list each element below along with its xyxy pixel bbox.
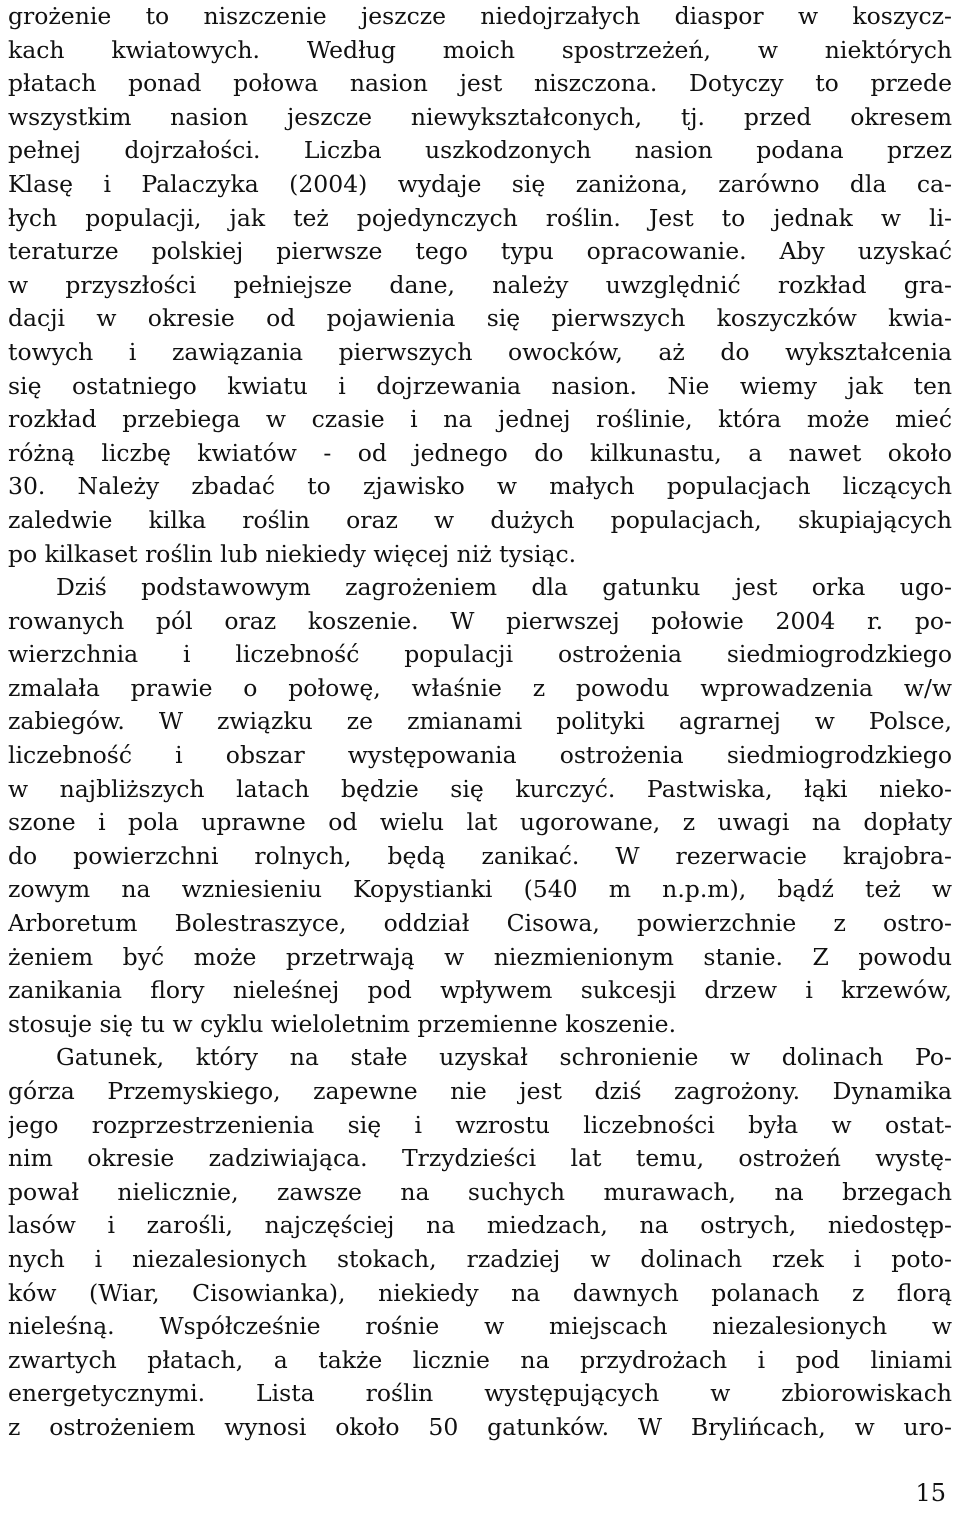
page-number: 15 (915, 1479, 946, 1507)
text-line: Klasę i Palaczyka (2004) wydaje się zaniżona, zarówno dla ca- (8, 169, 952, 198)
text-line: płatach ponad połowa nasion jest niszczona. Dotyczy to przede (8, 69, 952, 98)
text-line: teraturze polskiej pierwsze tego typu opracowanie. Aby uzyskać (8, 237, 952, 266)
text-line: towych i zawiązania pierwszych owocków, aż do wykształcenia (8, 337, 952, 366)
text-line: pował nielicznie, zawsze na suchych murawach, na brzegach (8, 1177, 952, 1206)
text-line: w przyszłości pełniejsze dane, należy uwzględnić rozkład gra- (8, 270, 952, 299)
text-line: lasów i zarośli, najczęściej na miedzach, na ostrych, niedostęp- (8, 1211, 952, 1240)
text-line: zmalała prawie o połowę, właśnie z powodu wprowadzenia w/w (8, 673, 952, 702)
paragraph-start-line: Gatunek, który na stałe uzyskał schronienie w dolinach Po- (56, 1043, 952, 1072)
text-line: nych i niezalesionych stokach, rzadziej w dolinach rzek i poto- (8, 1244, 952, 1273)
text-line: Arboretum Bolestraszyce, oddział Cisowa, powierzchnie z ostro- (8, 909, 952, 938)
text-line: nim okresie zadziwiająca. Trzydzieści lat temu, ostrożeń wystę- (8, 1144, 952, 1173)
text-line: energetycznymi. Lista roślin występujących w zbiorowiskach (8, 1379, 952, 1408)
text-line: zanikania flory nieleśnej pod wpływem sukcesji drzew i krzewów, (8, 976, 952, 1005)
text-line: rozkład przebiega w czasie i na jednej roślinie, która może mieć (8, 405, 952, 434)
text-line: zabiegów. W związku ze zmianami polityki agrarnej w Polsce, (8, 707, 952, 736)
paragraph-start-line: Dziś podstawowym zagrożeniem dla gatunku jest orka ugo- (56, 573, 952, 602)
text-line: wszystkim nasion jeszcze niewykształconych, tj. przed okresem (8, 102, 952, 131)
text-line: górza Przemyskiego, zapewne nie jest dziś zagrożony. Dynamika (8, 1077, 952, 1105)
text-line: pełnej dojrzałości. Liczba uszkodzonych nasion podana przez (8, 136, 952, 165)
text-line: z ostrożeniem wynosi około 50 gatunków. W Brylińcach, w uro- (8, 1412, 952, 1441)
text-line: zwartych płatach, a także licznie na przydrożach i pod liniami (8, 1345, 952, 1374)
text-line: stosuje się tu w cyklu wieloletnim przemienne koszenie. (8, 1009, 677, 1038)
text-line: się ostatniego kwiatu i dojrzewania nasion. Nie wiemy jak ten (8, 371, 952, 400)
text-line: po kilkaset roślin lub niekiedy więcej niż tysiąc. (8, 539, 577, 568)
text-line: ków (Wiar, Cisowianka), niekiedy na dawnych polanach z florą (8, 1278, 952, 1307)
text-line: liczebność i obszar występowania ostrożenia siedmiogrodzkiego (8, 741, 952, 770)
text-line: różną liczbę kwiatów - od jednego do kilkunastu, a nawet około (8, 438, 952, 467)
text-line: 30. Należy zbadać to zjawisko w małych populacjach liczących (8, 472, 952, 501)
text-line: żeniem być może przetrwają w niezmienionym stanie. Z powodu (8, 942, 952, 971)
text-line: zowym na wzniesieniu Kopystianki (540 m n.p.m), bądź też w (8, 875, 952, 904)
text-line: jego rozprzestrzenienia się i wzrostu liczebności była w ostat- (8, 1110, 952, 1139)
text-line: wierzchnia i liczebność populacji ostrożenia siedmiogrodzkiego (8, 640, 952, 669)
text-line: w najbliższych latach będzie się kurczyć. Pastwiska, łąki nieko- (8, 774, 952, 803)
text-line: kach kwiatowych. Według moich spostrzeżeń, w niektórych (8, 35, 952, 64)
text-line: grożenie to niszczenie jeszcze niedojrzałych diaspor w koszycz- (8, 2, 952, 30)
body-text (8, 0, 952, 1445)
text-line: szone i pola uprawne od wielu lat ugorowane, z uwagi na dopłaty (8, 808, 952, 837)
text-line: dacji w okresie od pojawienia się pierwszych koszyczków kwia- (8, 304, 952, 333)
text-line: zaledwie kilka roślin oraz w dużych populacjach, skupiających (8, 505, 952, 534)
text-line: do powierzchni rolnych, będą zanikać. W rezerwacie krajobra- (8, 841, 952, 870)
text-line: rowanych pól oraz koszenie. W pierwszej połowie 2004 r. po- (8, 606, 952, 635)
text-line: nieleśną. Współcześnie rośnie w miejscach niezalesionych w (8, 1312, 952, 1341)
text-line: łych populacji, jak też pojedynczych roślin. Jest to jednak w li- (8, 203, 952, 232)
